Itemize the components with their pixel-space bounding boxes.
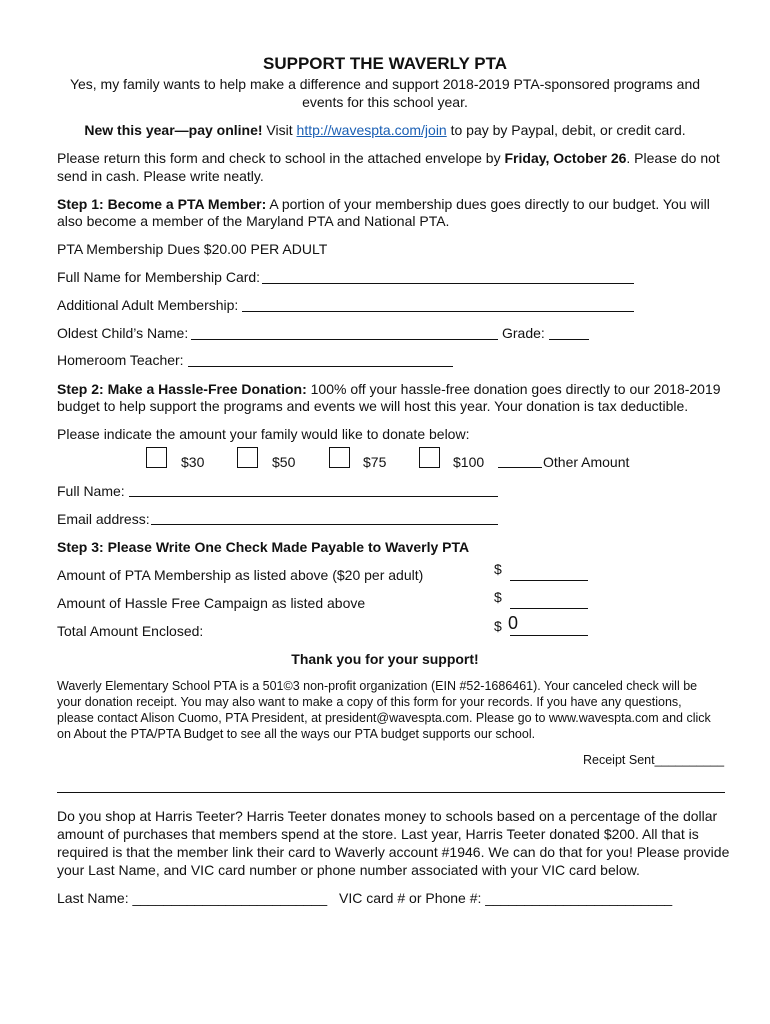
total-label: Total Amount Enclosed:	[57, 623, 204, 639]
total-amount-field[interactable]	[510, 635, 588, 636]
footer-line-2: your donation receipt. You may also want to make a copy of this form for your records. If you have any questions,	[57, 695, 682, 709]
grade-field[interactable]	[549, 339, 589, 340]
donation-checkbox-75[interactable]	[329, 447, 350, 468]
donation-option-50: $50	[272, 454, 296, 470]
return-instructions	[57, 149, 720, 167]
return-date: Friday, October 26	[504, 150, 627, 166]
receipt-sent: Receipt Sent__________	[583, 753, 725, 767]
additional-adult-label: Additional Adult Membership:	[57, 297, 239, 313]
grade-label: Grade:	[502, 325, 545, 341]
footer-line-1: Waverly Elementary School PTA is a 501©3 non-profit organization (EIN #52-1686461). Your canceled check will be	[57, 679, 698, 693]
thank-you: Thank you for your support!	[291, 651, 479, 667]
return-pre: Please return this form and check to school in the attached envelope by	[57, 150, 505, 166]
join-link[interactable]: http://wavespta.com/join	[296, 122, 447, 138]
homeroom-label: Homeroom Teacher:	[57, 352, 184, 368]
harris-line-2: amount of purchases that members spend at the store. Last year, Harris Teeter donated $200. All that is	[57, 826, 699, 842]
harris-line-4: your Last Name, and VIC card number or phone number associated with your VIC card below.	[57, 862, 640, 878]
page-title: SUPPORT THE WAVERLY PTA	[262, 54, 508, 73]
harris-line-3: required is that the member link their card to Waverly account #1946. We can do that for you! Please provide	[57, 844, 730, 860]
step3-heading: Step 3: Please Write One Check Made Payable to Waverly PTA	[57, 539, 470, 555]
footer-line-3: please contact Alison Cuomo, PTA President, at president@wavespta.com. Please go to www.wavespta.com and click	[57, 711, 711, 725]
additional-adult-field[interactable]	[242, 311, 634, 312]
membership-amount-label: Amount of PTA Membership as listed above ($20 per adult)	[57, 567, 424, 583]
donation-checkbox-100[interactable]	[419, 447, 440, 468]
hassle-amount-field[interactable]	[510, 608, 588, 609]
email-field[interactable]	[151, 524, 498, 525]
step1-line-2: also become a member of the Maryland PTA and National PTA.	[57, 213, 450, 229]
step1-text: A portion of your membership dues goes directly to our budget. You will	[266, 196, 710, 212]
online-payment-note	[0, 121, 770, 139]
return-post: . Please do not	[626, 150, 720, 166]
total-value: 0	[508, 613, 519, 633]
other-amount-label: Other Amount	[543, 454, 630, 470]
online-payment-bold: New this year—pay online!	[84, 122, 263, 138]
email-label: Email address:	[57, 511, 150, 527]
donation-checkbox-30[interactable]	[146, 447, 167, 468]
total-currency: $	[494, 618, 502, 634]
oldest-child-field[interactable]	[191, 339, 498, 340]
homeroom-field[interactable]	[188, 366, 453, 367]
donation-option-30: $30	[181, 454, 205, 470]
cut-line	[57, 792, 725, 793]
step2-line-2: budget to help support the programs and events we will host this year. Your donation is tax deductible.	[57, 398, 689, 414]
step1-bold: Step 1: Become a PTA Member:	[57, 196, 267, 212]
donor-full-name-field[interactable]	[129, 496, 498, 497]
donation-indicate: Please indicate the amount your family would like to donate below:	[57, 426, 470, 442]
intro-line-2: events for this school year.	[302, 94, 468, 110]
membership-dues: PTA Membership Dues $20.00 PER ADULT	[57, 241, 328, 257]
online-pre: Visit	[262, 122, 297, 138]
step2-text: 100% off your hassle-free donation goes directly to our 2018-2019	[306, 381, 721, 397]
oldest-child-label: Oldest Child’s Name:	[57, 325, 189, 341]
hassle-amount-label: Amount of Hassle Free Campaign as listed above	[57, 595, 366, 611]
full-name-card-field[interactable]	[262, 283, 634, 284]
step2-bold: Step 2: Make a Hassle-Free Donation:	[57, 381, 307, 397]
online-post: to pay by Paypal, debit, or credit card.	[446, 122, 686, 138]
membership-currency: $	[494, 561, 502, 577]
vic-card-field[interactable]: VIC card # or Phone #: ________________________	[339, 890, 673, 906]
hassle-currency: $	[494, 589, 502, 605]
last-name-field[interactable]: Last Name: _________________________	[57, 890, 328, 906]
full-name-card-label: Full Name for Membership Card:	[57, 269, 261, 285]
donation-option-75: $75	[363, 454, 387, 470]
donor-full-name-label: Full Name:	[57, 483, 125, 499]
donation-checkbox-50[interactable]	[237, 447, 258, 468]
step1-heading	[57, 195, 710, 213]
intro-line-1: Yes, my family wants to help make a difference and support 2018-2019 PTA-sponsored programs and	[69, 76, 701, 92]
harris-line-1: Do you shop at Harris Teeter? Harris Teeter donates money to schools based on a percentage of the dollar	[57, 808, 718, 824]
membership-amount-field[interactable]	[510, 580, 588, 581]
other-amount-field[interactable]	[498, 467, 542, 468]
return-line-2: send in cash. Please write neatly.	[57, 168, 264, 184]
footer-line-4: on About the PTA/PTA Budget to see all the ways our PTA budget supports our school.	[57, 727, 536, 741]
donation-option-100: $100	[453, 454, 485, 470]
step2-heading	[57, 380, 721, 398]
